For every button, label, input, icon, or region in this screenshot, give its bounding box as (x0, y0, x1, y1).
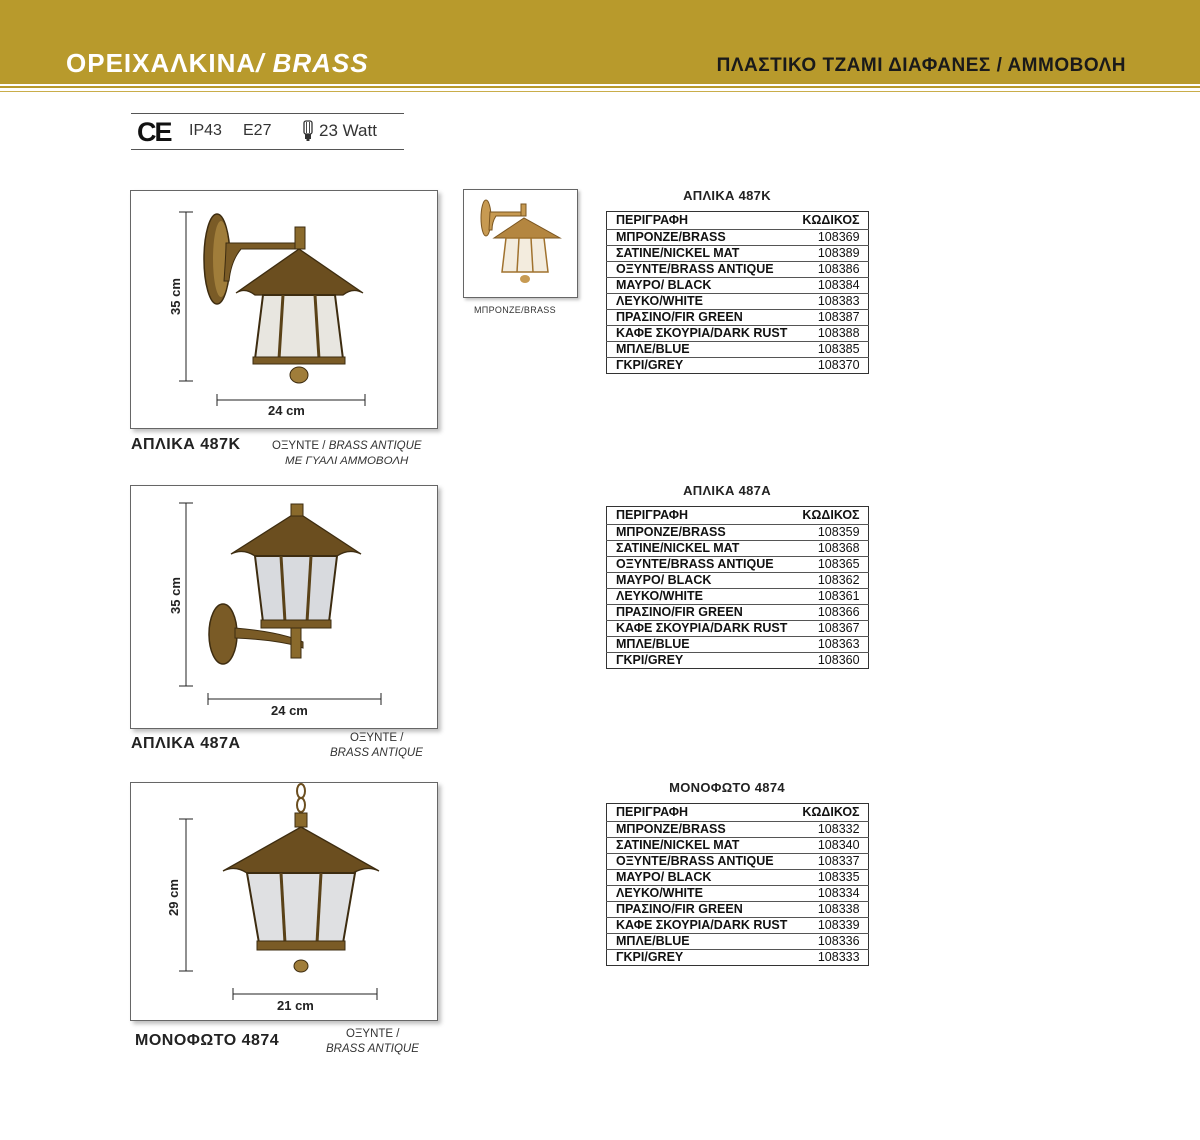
row-code: 108383 (793, 294, 868, 310)
thumbnail-photo (463, 189, 578, 298)
width-label: 21 cm (277, 998, 314, 1013)
row-description: ΜΠΡΟΝΖΕ/BRASS (607, 525, 794, 541)
row-description: ΜΠΡΟΝΖΕ/BRASS (607, 230, 794, 246)
row-description: ΠΡΑΣΙΝΟ/FIR GREEN (607, 310, 794, 326)
row-description: ΜΑΥΡΟ/ BLACK (607, 573, 794, 589)
table-row (607, 605, 869, 621)
col-description: ΠΕΡΙΓΡΑΦΗ (607, 507, 794, 525)
row-code: 108385 (793, 342, 868, 358)
row-code: 108360 (817, 653, 860, 667)
table-row (607, 637, 869, 653)
ce-mark: CE (137, 117, 171, 147)
row-code: 108387 (793, 310, 868, 326)
row-code: 108359 (793, 525, 868, 541)
row-description: ΓΚΡΙ/GREY (616, 358, 684, 372)
row-description: ΓΚΡΙ/GREY (616, 653, 684, 667)
row-code: 108370 (817, 358, 860, 372)
row-description: ΚΑΦΕ ΣΚΟΥΡΙΑ/DARK RUST (607, 326, 794, 342)
col-code: ΚΩΔΙΚΟΣ (793, 804, 868, 822)
finish-english: BRASS ANTIQUE (328, 440, 422, 452)
row-description: ΣΑΤΙΝΕ/NICKEL MAT (607, 838, 794, 854)
row-code: 108368 (793, 541, 868, 557)
header-rule-thin (0, 91, 1200, 92)
row-description: ΟΞΥΝΤΕ/BRASS ANTIQUE (607, 262, 794, 278)
row-description: ΛΕΥΚΟ/WHITE (607, 294, 794, 310)
table-header-row (607, 804, 869, 822)
row-description: ΜΠΛΕ/BLUE (607, 637, 794, 653)
row-code: 108337 (793, 854, 868, 870)
table-row (607, 525, 869, 541)
row-description: ΜΑΥΡΟ/ BLACK (607, 278, 794, 294)
page-title-greek: ΟΡΕΙΧΑΛΚΙΝΑ (66, 48, 257, 78)
row-code: 108389 (793, 246, 868, 262)
product-photo-4874 (130, 782, 438, 1021)
row-code: 108339 (793, 918, 868, 934)
row-description: ΣΑΤΙΝΕ/NICKEL MAT (607, 541, 794, 557)
table-row (607, 294, 869, 310)
row-description: ΠΡΑΣΙΝΟ/FIR GREEN (607, 605, 794, 621)
width-label: 24 cm (271, 703, 308, 718)
codes-table-4874 (606, 803, 869, 966)
table-row (607, 653, 869, 669)
product-name-487k: ΑΠΛΙΚΑ 487Κ (131, 436, 241, 453)
row-code: 108386 (793, 262, 868, 278)
table-header-row (607, 507, 869, 525)
product-name-4874: ΜΟΝΟΦΩΤΟ 4874 (135, 1032, 280, 1049)
table-row (607, 278, 869, 294)
row-description: ΓΚΡΙ/GREY (616, 950, 684, 964)
table-row (607, 918, 869, 934)
table-row (607, 246, 869, 262)
table-title-4874: ΜΟΝΟΦΩΤΟ 4874 (669, 780, 785, 795)
row-description: ΜΠΛΕ/BLUE (607, 342, 794, 358)
socket-type: E27 (243, 122, 272, 139)
product-photo-487k (130, 190, 438, 429)
row-code: 108366 (793, 605, 868, 621)
table-title-487k: ΑΠΛΙΚΑ 487Κ (683, 188, 771, 203)
product-photo-487a (130, 485, 438, 729)
table-row (607, 589, 869, 605)
page-title-english: / BRASS (256, 48, 369, 78)
page-title (66, 48, 369, 79)
col-code: ΚΩΔΙΚΟΣ (793, 212, 868, 230)
brass-lantern-thumbnail (464, 190, 577, 297)
row-code: 108334 (793, 886, 868, 902)
finish-english: BRASS ANTIQUE (326, 1043, 419, 1055)
row-code: 108365 (793, 557, 868, 573)
product-name-487a: ΑΠΛΙΚΑ 487Α (131, 735, 241, 752)
table-row (607, 310, 869, 326)
finish-greek: ΟΞΥΝΤΕ / (346, 1028, 400, 1040)
row-description: ΜΠΡΟΝΖΕ/BRASS (607, 822, 794, 838)
specs-bar (131, 113, 404, 150)
table-row (607, 342, 869, 358)
page-subtitle: ΠΛΑΣΤΙΚΟ ΤΖΑΜΙ ΔΙΑΦΑΝΕΣ / ΑΜΜΟΒΟΛΗ (716, 55, 1126, 76)
row-description: ΠΡΑΣΙΝΟ/FIR GREEN (607, 902, 794, 918)
row-code: 108336 (793, 934, 868, 950)
product-finish-4874 (326, 1027, 419, 1057)
row-code: 108333 (817, 950, 860, 964)
header-rule (0, 86, 1200, 88)
bulb-icon (301, 120, 315, 142)
table-row (607, 934, 869, 950)
row-code: 108338 (793, 902, 868, 918)
table-row (607, 838, 869, 854)
codes-table-487k (606, 211, 869, 374)
table-row (607, 950, 869, 966)
row-description: ΟΞΥΝΤΕ/BRASS ANTIQUE (607, 854, 794, 870)
table-row (607, 854, 869, 870)
row-code: 108361 (793, 589, 868, 605)
row-code: 108367 (793, 621, 868, 637)
row-code: 108332 (793, 822, 868, 838)
height-label: 35 cm (167, 577, 183, 614)
col-description: ΠΕΡΙΓΡΑΦΗ (607, 804, 794, 822)
finish-english: BRASS ANTIQUE (330, 747, 423, 759)
row-description: ΜΠΛΕ/BLUE (607, 934, 794, 950)
table-row (607, 262, 869, 278)
height-label: 35 cm (167, 278, 183, 315)
table-row (607, 573, 869, 589)
table-row (607, 621, 869, 637)
row-description: ΣΑΤΙΝΕ/NICKEL MAT (607, 246, 794, 262)
row-description: ΚΑΦΕ ΣΚΟΥΡΙΑ/DARK RUST (607, 918, 794, 934)
row-code: 108340 (793, 838, 868, 854)
ip-rating: IP43 (189, 122, 222, 139)
col-description: ΠΕΡΙΓΡΑΦΗ (607, 212, 794, 230)
power-rating: 23 Watt (319, 121, 377, 140)
table-row (607, 541, 869, 557)
table-row (607, 326, 869, 342)
row-description: ΛΕΥΚΟ/WHITE (607, 886, 794, 902)
table-title-487a: ΑΠΛΙΚΑ 487Α (683, 483, 771, 498)
row-description: ΟΞΥΝΤΕ/BRASS ANTIQUE (607, 557, 794, 573)
row-code: 108363 (793, 637, 868, 653)
table-row (607, 902, 869, 918)
row-code: 108388 (793, 326, 868, 342)
row-description: ΜΑΥΡΟ/ BLACK (607, 870, 794, 886)
width-label: 24 cm (268, 403, 305, 418)
product-finish-487a (330, 731, 423, 761)
table-row (607, 870, 869, 886)
finish-glass: ΜΕ ΓΥΑΛΙ ΑΜΜΟΒΟΛΗ (285, 455, 409, 467)
table-row (607, 557, 869, 573)
codes-table-487a (606, 506, 869, 669)
product-finish-487k (272, 439, 422, 469)
row-code: 108335 (793, 870, 868, 886)
table-row (607, 822, 869, 838)
table-row (607, 230, 869, 246)
row-description: ΚΑΦΕ ΣΚΟΥΡΙΑ/DARK RUST (607, 621, 794, 637)
row-code: 108384 (793, 278, 868, 294)
thumbnail-caption: ΜΠΡΟΝΖΕ/BRASS (474, 305, 556, 315)
finish-greek: ΟΞΥΝΤΕ / (272, 440, 329, 452)
table-header-row (607, 212, 869, 230)
row-code: 108369 (793, 230, 868, 246)
row-code: 108362 (793, 573, 868, 589)
table-row (607, 886, 869, 902)
height-label: 29 cm (165, 879, 181, 916)
finish-greek: ΟΞΥΝΤΕ / (350, 732, 404, 744)
row-description: ΛΕΥΚΟ/WHITE (607, 589, 794, 605)
table-row (607, 358, 869, 374)
col-code: ΚΩΔΙΚΟΣ (793, 507, 868, 525)
